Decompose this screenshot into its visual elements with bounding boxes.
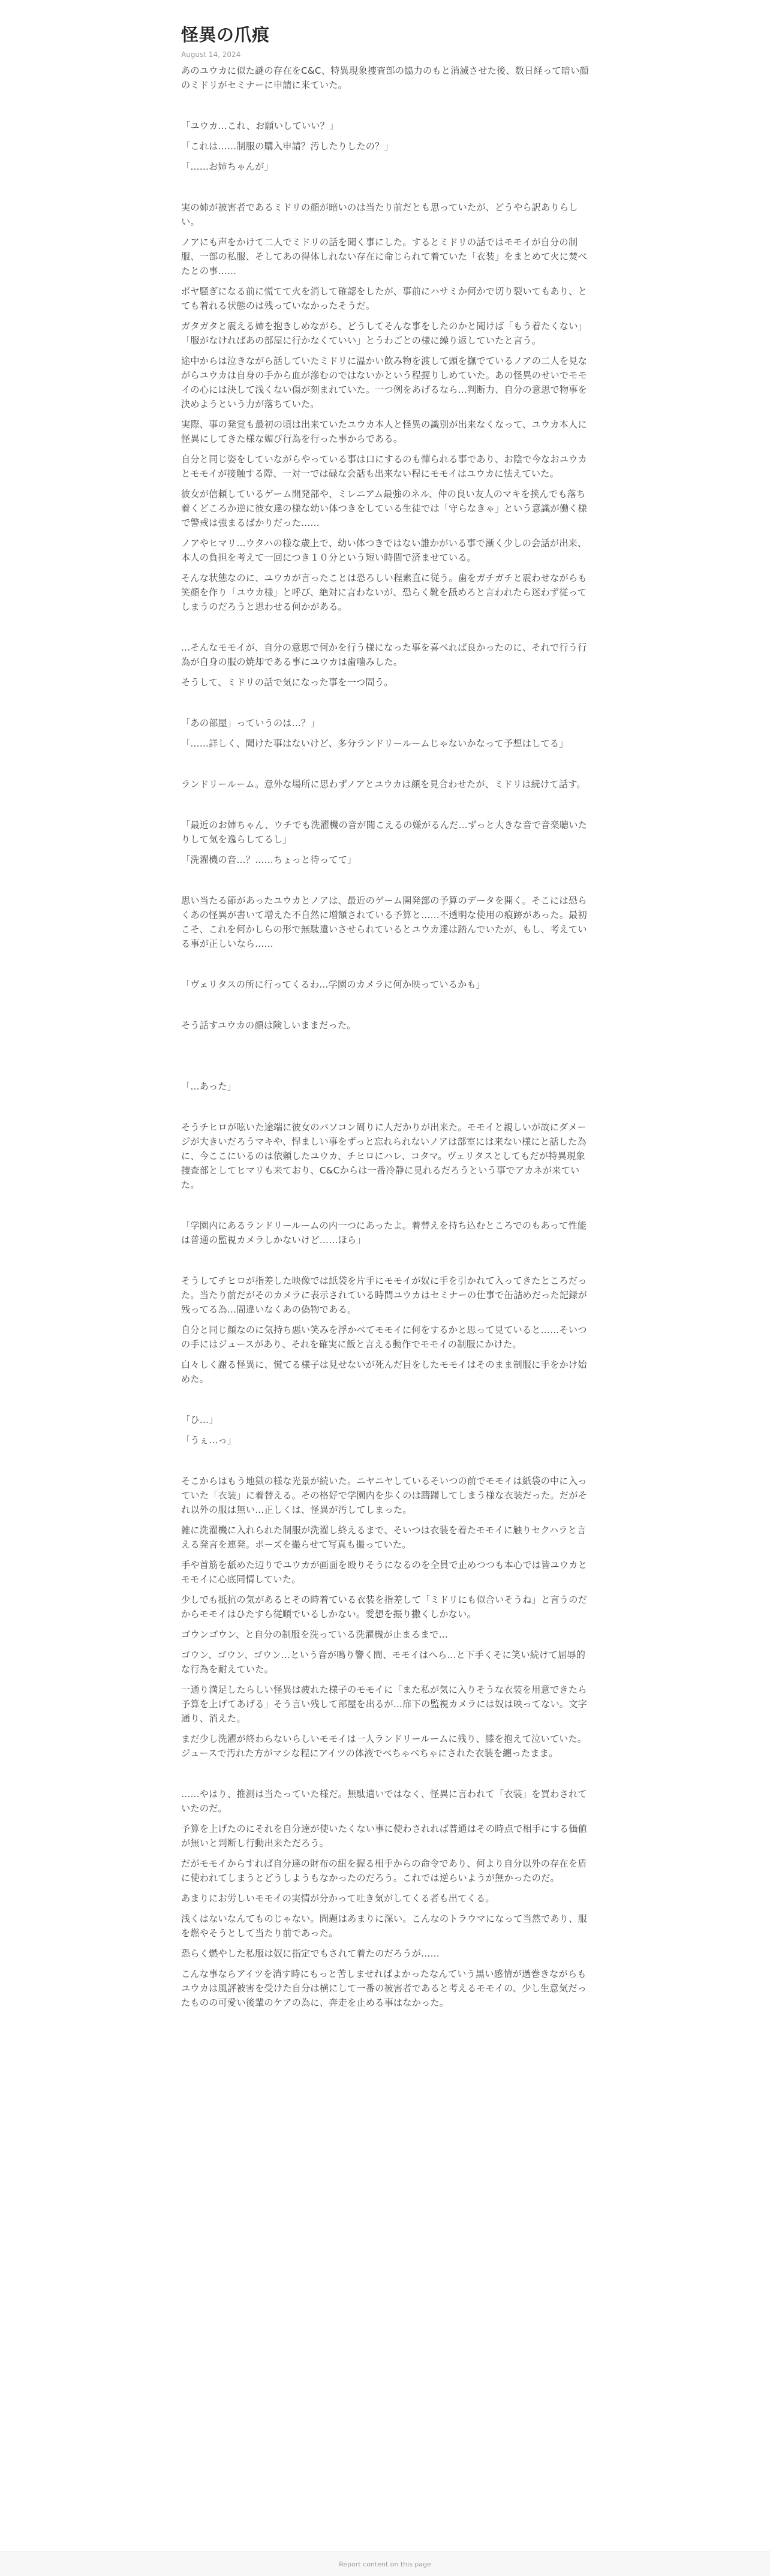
paragraph-spacer [181,957,589,971]
body-paragraph: 「ユウカ…これ、お願いしていい？」 [181,121,339,131]
body-paragraph: まだ少し洗濯が終わらないらしいモモイは一人ランドリールームに残り、膝を抱えて泣いていた。ジュースで汚れた方がマシな程にアイツの体液でべちゃべちゃにされた衣装を纏ったまま。 [181,1734,587,1759]
article [181,23,589,2016]
body-paragraph: 「……お姉ちゃんが」 [181,161,273,172]
body-paragraph: そんな状態なのに、ユウカが言ったことは恐ろしい程素直に従う。歯をガチガチと震わせながらも笑顔を作り「ユウカ様」と呼び、絶対に言わないが、恐らく靴を舐めろと言われたら迷わず従ってしまうのだろうと思わせる何かがある。 [181,573,587,612]
paragraph-spacer [181,757,589,771]
body-paragraph: 自分と同じ顔なのに気持ち悪い笑みを浮かべてモモイに何をするかと思って見ていると……そいつの手にはジュースがあり、それを確実に飯と言える動作でモモイの制服にかけた。 [181,1325,587,1350]
body-paragraph: 自分と同じ姿をしていながらやっている事は口にするのも憚られる事であり、お陰で今なおユウカとモモイが接触する際、一対一では碌な会話も出来ない程にモモイはユウカに怯えていた。 [181,454,588,479]
body-paragraph: …そんなモモイが、自分の意思で何かを行う様になった事を喜べれば良かったのに、それで行う行為が自身の服の焼却である事にユウカは歯噛みした。 [181,642,587,667]
body-paragraph: そうして、ミドリの話で気になった事を一つ問う。 [181,677,393,688]
paragraph-spacer [181,180,589,194]
paragraph-spacer [181,1767,589,1781]
body-paragraph: そうしてチヒロが指差した映像では紙袋を片手にモモイが奴に手を引かれて入ってきたところだった。当たり前だがそのカメラに表示されている時間ユウカはセミナーの仕事で缶詰めだった記録が残ってる為…間違いなくあの偽物である。 [181,1275,588,1315]
paragraph-spacer [181,1059,589,1073]
paragraph-spacer [181,98,589,113]
paragraph-spacer [181,1100,589,1114]
body-paragraph: 浅くはないなんてものじゃない。問題はあまりに深い。こんなのトラウマになって当然であり、服を燃やそうとして当たり前であった。 [181,1913,588,1939]
body-paragraph: 「…あった」 [181,1081,237,1092]
body-paragraph: 「うぇ…っ」 [181,1435,237,1446]
body-paragraph: あのユウカに似た謎の存在をC&C、特異現象捜査部の協力のもと消滅させた後、数日経って暗い顔のミドリがセミナーに申請に来ていた。 [181,65,589,91]
post-title: 怪異の爪痕 [181,25,270,45]
body-paragraph: ランドリールーム。意外な場所に思わずノアとユウカは顔を見合わせたが、ミドリは続けて話す。 [181,779,586,790]
body-paragraph: 彼女が信頼しているゲーム開発部や、ミレニアム最強のネル、仲の良い友人のマキを挟んでも落ち着くどころか逆に彼女達の様な幼い体つきをしている生徒では「守らなきゃ」という意識が働く様で警戒は強まるばかりだった…… [181,489,588,528]
paragraph-spacer [181,1039,589,1053]
body-paragraph: ゴウンゴウン、と自分の制服を洗っている洗濯機が止まるまで… [181,1629,449,1640]
body-paragraph: 「ヴェリタスの所に行ってくるわ…学園のカメラに何か映っているかも」 [181,979,486,990]
paragraph-spacer [181,1453,589,1468]
body-paragraph: ……やはり、推測は当たっていた様だ。無駄遣いではなく、怪異に言われて「衣装」を買わされていたのだ。 [181,1789,587,1814]
body-paragraph: 「洗濯機の音…？……ちょっと待ってて」 [181,854,357,865]
body-paragraph: ゴウン、ゴウン、ゴウン…という音が鳴り響く間、モモイはへら…と下手くそに笑い続けて屈辱的な行為を耐えていた。 [181,1650,586,1675]
body-paragraph: あまりにお労しいモモイの実情が分かって吐き気がしてくる者も出てくる。 [181,1893,495,1904]
body-paragraph: 「学園内にあるランドリールームの内一つにあったよ。着替えを持ち込むところでのもあって性能は普通の監視カメラしかないけど……ほら」 [181,1220,587,1245]
paragraph-spacer [181,1198,589,1212]
post-body [181,64,589,2010]
post-date: August 14, 2024 [181,50,241,59]
body-paragraph: 「……詳しく、聞けた事はないけど、多分ランドリールームじゃないかなって予想はしてる」 [181,738,569,749]
body-paragraph: 途中からは泣きながら話していたミドリに温かい飲み物を渡して頭を撫でているノアの二人を見ながらユウカは自身の手から血が滲むのではないかという程握りしめていた。あの怪異のせいでモモイの心には決して浅くない傷が刻まれていた。一つ例をあげるなら…判断力、自分の意思で物事を決めようという力が落ちていた。 [181,356,588,410]
body-paragraph: そこからはもう地獄の様な光景が続いた。ニヤニヤしているそいつの前でモモイは紙袋の中に入っていた「衣装」に着替える。その格好で学園内を歩くのは躊躇してしまう様な衣装だった。だがそれ以外の服は無い…正しくは、怪異が汚してしまった。 [181,1476,588,1515]
body-paragraph: ノアやヒマリ…ウタハの様な歳上で、幼い体つきではない誰かがいる事で漸く少しの会話が出来、本人の負担を考えて一回につき１０分という短い時間で済ませている。 [181,538,587,563]
body-paragraph: こんな事ならアイツを消す時にもっと苦しませればよかったなんていう黒い感情が過巻きながらもユウカは風評被害を受けた自分は横にして一番の被害者であると考えるモモイの、少し生意気だったものの可愛い後輩のケアの為に、奔走を止める事はなかった。 [181,1969,586,2008]
body-paragraph: そう話すユウカの顔は険しいままだった。 [181,1020,356,1031]
body-paragraph: 少しでも抵抗の気があるとその時着ている衣装を指差して「ミドリにも似合いそうね」と言うのだからモモイはひたすら従順でいるしかない。愛想を振り撒くしかない。 [181,1594,588,1620]
paragraph-spacer [181,1253,589,1268]
body-paragraph: 「最近のお姉ちゃん、ウチでも洗濯機の音が聞こえるの嫌がるんだ…ずっと大きな音で音楽聴いたりして気を逸らしてるし」 [181,820,588,845]
paragraph-spacer [181,798,589,812]
body-paragraph: だがモモイからすれば自分達の財布の紐を握る相手からの命令であり、何より自分以外の存在を盾に使われてしまうとどうしようもなかったのだろう。これでは逆らいようが無かったのだ。 [181,1858,587,1883]
body-paragraph: 手や首筋を舐めた辺りでユウカが画面を殴りそうになるのを全員で止めつつも本心では皆ユウカとモモイに心底同情していた。 [181,1560,588,1585]
body-paragraph: そうチヒロが呟いた途端に彼女のパソコン周りに人だかりが出来た。モモイと親しいが故にダメージが大きいだろうマキや、悍ましい事をずっと忘れられないノアは部室には来ない様にと話した為に、今ここにいるのは依頼したユウカ、チヒロにハレ、コタマ。ヴェリタスとしてもだが特異現象捜査部としてヒマリも来ており、C&Cからは一番冷静に見れるだろうという事でアカネが来ていた。 [181,1122,587,1190]
paragraph-spacer [181,696,589,710]
paragraph-spacer [181,998,589,1012]
body-paragraph: 白々しく謝る怪異に、慌てる様子は見せないが死んだ目をしたモモイはそのまま制服に手をかけ始めた。 [181,1359,587,1385]
page-footer [0,2551,770,2576]
paragraph-spacer [181,1392,589,1407]
body-paragraph: 恐らく燃やした私服は奴に指定でもされて着たのだろうが…… [181,1948,440,1959]
body-paragraph: ノアにも声をかけて二人でミドリの話を聞く事にした。するとミドリの話ではモモイが自分の制服、一部の私服、そしてあの得体しれない存在に命じられて着ていた「衣装」をまとめて火に焚べたとの事…… [181,237,588,276]
body-paragraph: ガタガタと震える姉を抱きしめながら、どうしてそんな事をしたのかと聞けば「もう着たくない」「服がなければあの部屋に行かなくていい」とうわごとの様に繰り返していたと言う。 [181,321,588,346]
paragraph-spacer [181,620,589,634]
paragraph-spacer [181,873,589,887]
body-paragraph: 予算を上げたのにそれを自分達が使いたくない事に使わされれば普通はその時点で相手にする価値が無いと判断し行動出来ただろう。 [181,1823,588,1849]
report-content-link[interactable]: Report content on this page [339,2560,431,2568]
body-paragraph: 実の姉が被害者であるミドリの顔が暗いのは当たり前だとも思っていたが、どうやら訳ありらしい。 [181,202,578,227]
body-paragraph: 実際、事の発覚も最初の頃は出来ていたユウカ本人と怪異の識別が出来なくなって、ユウカ本人に怪異にしてきた様な媚び行為を行った事からである。 [181,419,587,444]
body-paragraph: 思い当たる節があったユウカとノアは、最近のゲーム開発部の予算のデータを開く。そこには恐らくあの怪異が書いて増えた不自然に増額されている予算と……不透明な使用の痕跡があった。最初こそ、これを何かしらの形で無駄遣いさせられているとユウカ達は踏んでいたが、もし、考えている事が正しいなら…… [181,895,587,949]
body-paragraph: 雑に洗濯機に入れられた制服が洗濯し終えるまで、そいつは衣装を着たモモイに触りセクハラと言える発言を連発。ポーズを撮らせて写真も撮っていた。 [181,1525,586,1550]
body-paragraph: 「あの部屋」っていうのは…？」 [181,718,320,729]
body-paragraph: ボヤ騒ぎになる前に慌てて火を消して確認をしたが、事前にハサミか何かで切り裂いてもあり、とても着れる状態のは残っていなかったそうだ。 [181,286,588,311]
body-paragraph: 一通り満足したらしい怪異は疲れた様子のモモイに「また私が気に入りそうな衣装を用意できたら予算を上げてあげる」そう言い残して部屋を出るが…扉下の監視カメラには奴は映ってない。文字通り、消えた。 [181,1684,588,1724]
body-paragraph: 「ひ…」 [181,1415,218,1425]
body-paragraph: 「これは……制服の購入申請？汚したりしたの？」 [181,141,393,152]
